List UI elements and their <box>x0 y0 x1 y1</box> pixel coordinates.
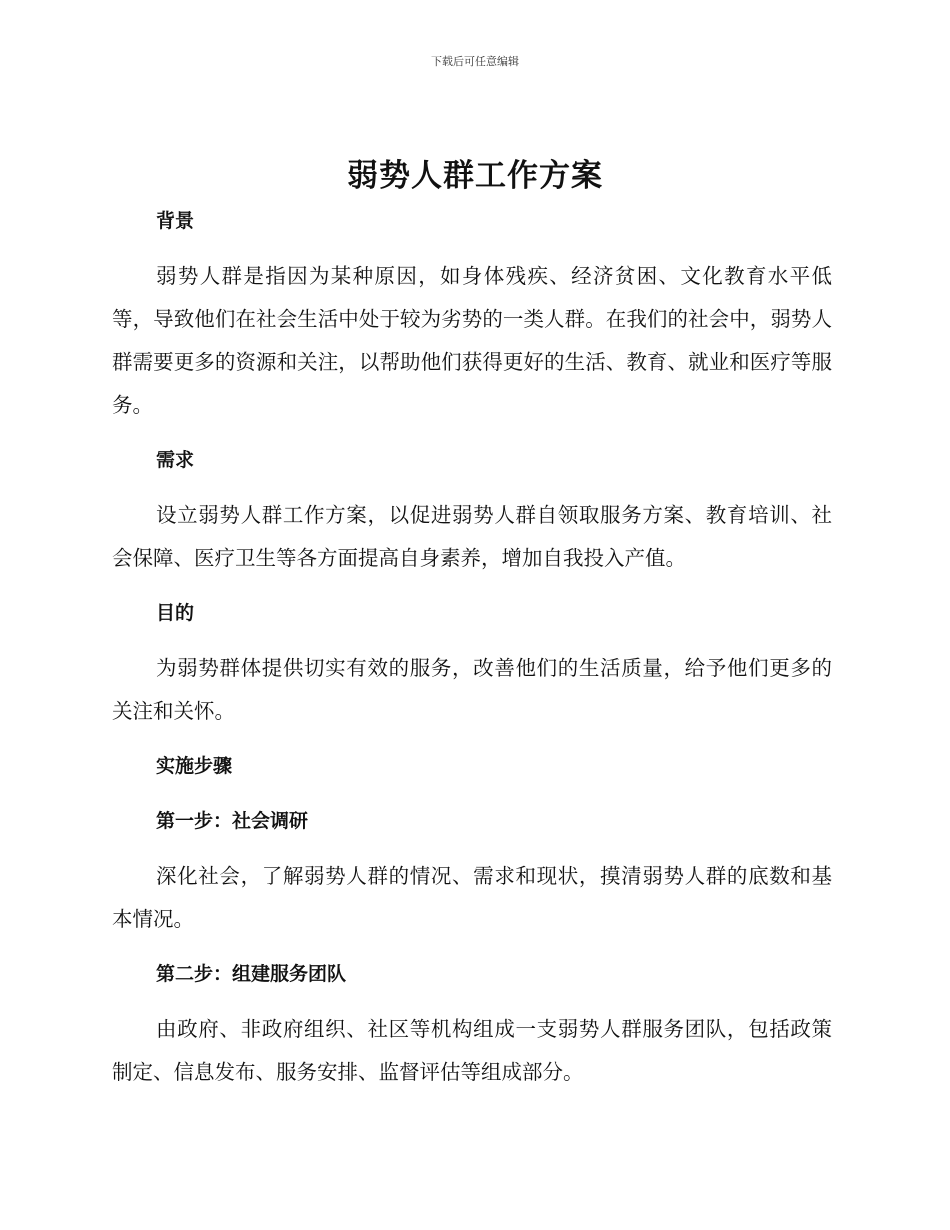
section-heading-needs: 需求 <box>156 449 195 471</box>
section-heading-purpose: 目的 <box>156 602 195 624</box>
step-paragraph-1: 深化社会，了解弱势人群的情况、需求和现状，摸清弱势人群的底数和基本情况。 <box>112 864 832 931</box>
step-heading-2: 第二步：组建服务团队 <box>156 963 347 985</box>
section-paragraph-needs: 设立弱势人群工作方案，以促进弱势人群自领取服务方案、教育培训、社会保障、医疗卫生等各方面提高自身素养，增加自我投入产值。 <box>112 503 832 570</box>
section-paragraph-purpose: 为弱势群体提供切实有效的服务，改善他们的生活质量，给予他们更多的关注和关怀。 <box>112 656 832 723</box>
document-title: 弱势人群工作方案 <box>347 158 603 194</box>
document-body <box>112 200 832 1094</box>
step-paragraph-2: 由政府、非政府组织、社区等机构组成一支弱势人群服务团队，包括政策制定、信息发布、服务安排、监督评估等组成部分。 <box>112 1017 832 1084</box>
section-heading-background: 背景 <box>156 210 195 232</box>
section-paragraph-background: 弱势人群是指因为某种原因，如身体残疾、经济贫困、文化教育水平低等，导致他们在社会生活中处于较为劣势的一类人群。在我们的社会中，弱势人群需要更多的资源和关注，以帮助他们获得更好的生活、教育、就业和医疗等服务。 <box>112 264 832 417</box>
section-heading-steps: 实施步骤 <box>156 755 233 777</box>
step-heading-1: 第一步：社会调研 <box>156 810 309 832</box>
page-header: 下载后可任意编辑 <box>431 55 519 68</box>
